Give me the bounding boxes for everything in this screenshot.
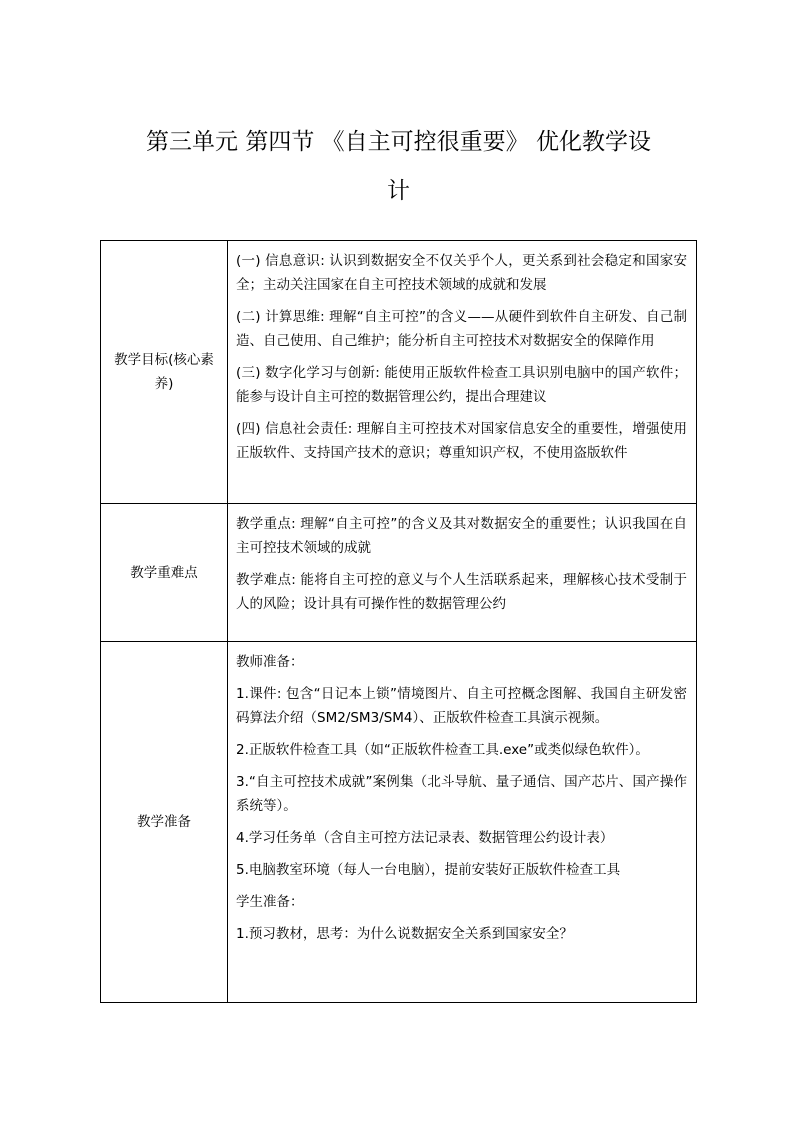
prep-item-3: 3.“自主可控技术成就”案例集（北斗导航、量子通信、国产芯片、国产操作系统等）。 xyxy=(236,774,687,814)
document-title xyxy=(100,118,697,216)
key-point-difficulty: 教学难点: 能将自主可控的意义与个人生活联系起来，理解核心技术受制于人的风险；设计具有可操作性的数据管理公约 xyxy=(236,572,687,612)
goal-item-1: (一) 信息意识: 认识到数据安全不仅关乎个人，更关系到社会稳定和国家安全；主动关注国家在自主可控技术领域的成就和发展 xyxy=(236,253,687,293)
goals-label: 教学目标(核心素养) xyxy=(101,241,228,504)
table-row-preparation xyxy=(101,642,697,1003)
preparation-content xyxy=(228,642,697,1003)
preparation-label: 教学准备 xyxy=(101,642,228,1003)
goal-item-4: (四) 信息社会责任: 理解自主可控技术对国家信息安全的重要性，增强使用正版软件、支持国产技术的意识；尊重知识产权，不使用盗版软件 xyxy=(236,421,687,461)
prep-student-item-1: 1.预习教材，思考：为什么说数据安全关系到国家安全？ xyxy=(236,926,573,942)
prep-student-heading: 学生准备： xyxy=(236,894,304,910)
key-points-label: 教学重难点 xyxy=(101,504,228,642)
title-line-2: 计 xyxy=(387,178,410,204)
table-row-goals xyxy=(101,241,697,504)
prep-item-1: 1.课件: 包含“日记本上锁”情境图片、自主可控概念图解、我国自主研发密码算法介绍（SM2/SM3/SM4）、正版软件检查工具演示视频。 xyxy=(236,686,687,726)
goals-content xyxy=(228,241,697,504)
goal-item-3: (三) 数字化学习与创新: 能使用正版软件检查工具识别电脑中的国产软件；能参与设计自主可控的数据管理公约，提出合理建议 xyxy=(236,365,687,405)
key-point-focus: 教学重点: 理解“自主可控”的含义及其对数据安全的重要性；认识我国在自主可控技术领域的成就 xyxy=(236,516,687,556)
prep-teacher-heading: 教师准备： xyxy=(236,654,304,670)
prep-item-5: 5.电脑教室环境（每人一台电脑），提前安装好正版软件检查工具 xyxy=(236,862,621,878)
goal-item-2: (二) 计算思维: 理解“自主可控”的含义——从硬件到软件自主研发、自己制造、自己使用、自己维护；能分析自主可控技术对数据安全的保障作用 xyxy=(236,309,687,349)
title-line-1: 第三单元 第四节 《自主可控很重要》 优化教学设 xyxy=(146,129,651,155)
lesson-plan-table xyxy=(100,240,697,1003)
key-points-content xyxy=(228,504,697,642)
table-row-key-points xyxy=(101,504,697,642)
prep-item-4: 4.学习任务单（含自主可控方法记录表、数据管理公约设计表） xyxy=(236,830,614,846)
prep-item-2: 2.正版软件检查工具（如“正版软件检查工具.exe”或类似绿色软件）。 xyxy=(236,742,649,758)
